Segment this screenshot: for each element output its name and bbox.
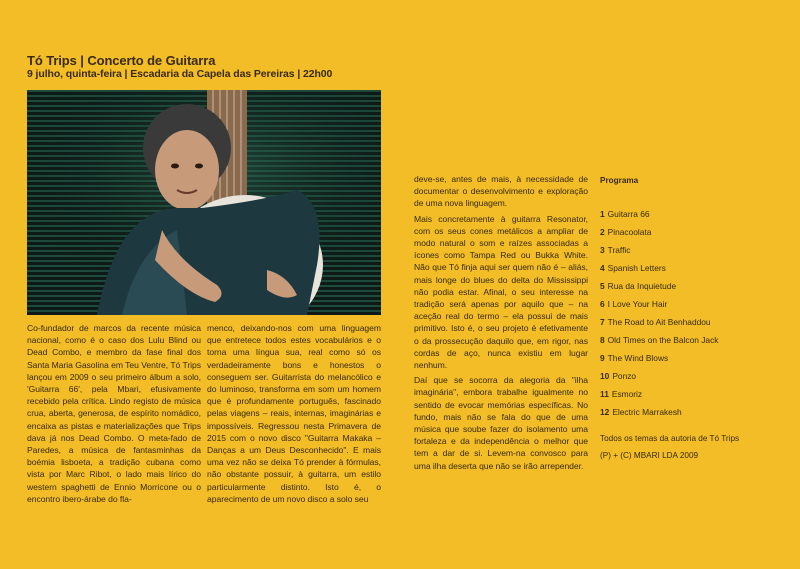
event-details: 9 julho, quinta-feira | Escadaria da Capela das Pereiras | 22h00 (27, 68, 333, 80)
track-title: I Love Your Hair (607, 299, 668, 309)
program-list (600, 205, 718, 421)
program-item (600, 223, 718, 241)
track-title: The Wind Blows (607, 353, 669, 363)
track-title: Rua da Inquietude (607, 281, 677, 291)
program-item (600, 331, 718, 349)
track-title: Old Times on the Balcon Jack (607, 335, 719, 345)
track-number: 8 (600, 335, 605, 345)
track-title: Traffic (607, 245, 631, 255)
program-item (600, 385, 718, 403)
track-title: Guitarra 66 (607, 209, 650, 219)
program-item (600, 277, 718, 295)
track-number: 3 (600, 245, 605, 255)
article-paragraph: Co-fundador de marcos da recente música nacional, como é o caso dos Lulu Blind ou Dead Combo, e membro da fase final dos Santa Maria Gasolina em Teu Ventre, Tó Trips lançou em 2009 o seu primeiro álbum a solo, 'Guitarra 66', pela Mbari, efusivamente recebido pela crítica. Lindo registo de música crua, aberta, generosa, de espírito nomádico, encaixa as pistas e materializações que Trips dava já nos Dead Combo. O meta-fado de Paredes, a música de fantasminhas da boémia lisboeta, a tradição cubana como vista por Marc Ribot, o lado mais lírico do western spaghetti de Ennio Morricone ou o encontro ibero-árabe do fla- (27, 323, 201, 504)
track-title: Ponzo (612, 371, 637, 381)
track-title: The Road to Ait Benhaddou (607, 317, 711, 327)
page-title: Tó Trips | Concerto de Guitarra (27, 53, 216, 68)
article-column-3 (414, 173, 588, 475)
article-paragraph: deve-se, antes de mais, à necessidade de documentar o desenvolvimento e exploração de uma nova linguagem. (414, 174, 588, 209)
program-item (600, 313, 718, 331)
program-item (600, 295, 718, 313)
track-number: 5 (600, 281, 605, 291)
article-paragraph: Daí que se socorra da alegoria da "ilha imaginária", embora trabalhe igualmente no sentido de evocar memórias específicas. No fundo, mais não se fala do que de uma música que soube fazer do isolamento uma fortaleza e da independência o melhor que tem a dar de si. Levem-na convosco para uma ilha deserta que não se irão arrepender. (414, 375, 588, 471)
track-number: 12 (600, 407, 610, 417)
article-column-1 (27, 322, 201, 508)
track-title: Electric Marrakesh (612, 407, 682, 417)
artist-photo (27, 90, 381, 315)
program-item (600, 403, 718, 421)
article-column-2 (207, 322, 381, 508)
track-title: Spanish Letters (607, 263, 666, 273)
credits (600, 431, 739, 464)
track-title: Pinacoolata (607, 227, 652, 237)
copyright-note: (P) + (C) MBARI LDA 2009 (600, 450, 699, 460)
program-item (600, 367, 718, 385)
article-paragraph: menco, deixando-nos com uma linguagem que entretece todos estes vocabulários e o torna uma língua sua, real como só os verdadeiramente bons e honestos o conseguem ser. Guitarrista do melancólico e do luminoso, transforma em som um homem que é profundamente português, fascinado pelas viagens – reais, internas, imaginárias e impossíveis. Regressou nesta Primavera de 2015 com o novo disco "Guitarra Makaka – Danças a um Deus Desconhecido". E mais uma vez não se deixa Tó prender à fórmulas, não obstante possuir, à guitarra, um estilo particularmente distinto. Isto é, o aparecimento de um novo disco a solo seu (207, 323, 381, 504)
track-number: 6 (600, 299, 605, 309)
track-number: 10 (600, 371, 610, 381)
track-number: 7 (600, 317, 605, 327)
track-number: 11 (600, 389, 609, 399)
program-item (600, 259, 718, 277)
program-item (600, 205, 718, 223)
authorship-note: Todos os temas da autoria de Tó Trips (600, 434, 740, 443)
track-number: 1 (600, 209, 605, 219)
track-number: 9 (600, 353, 605, 363)
article-paragraph: Mais concretamente à guitarra Resonator, com os seus cones metálicos a ampliar de modo natural o som e raízes associadas a ícones como Tampa Red ou Bukka White. Não que Tó finja aqui ser quem não é – aliás, mais longe do blues do delta do Mississippi não podia estar. Afinal, o seu interesse na tradição será apenas por aquilo que – na aceção real do termo – ela possui de mais primitivo. Isto é, o seu projeto é efetivamente o da prossecução daquilo que, em rigor, nas cordas de aço, nunca existiu em lugar nenhum. (414, 213, 588, 371)
track-title: Esmoriz (611, 389, 643, 399)
program-item (600, 241, 718, 259)
program-item (600, 349, 718, 367)
track-number: 2 (600, 227, 605, 237)
track-number: 4 (600, 263, 605, 273)
program-heading: Programa (600, 176, 639, 185)
